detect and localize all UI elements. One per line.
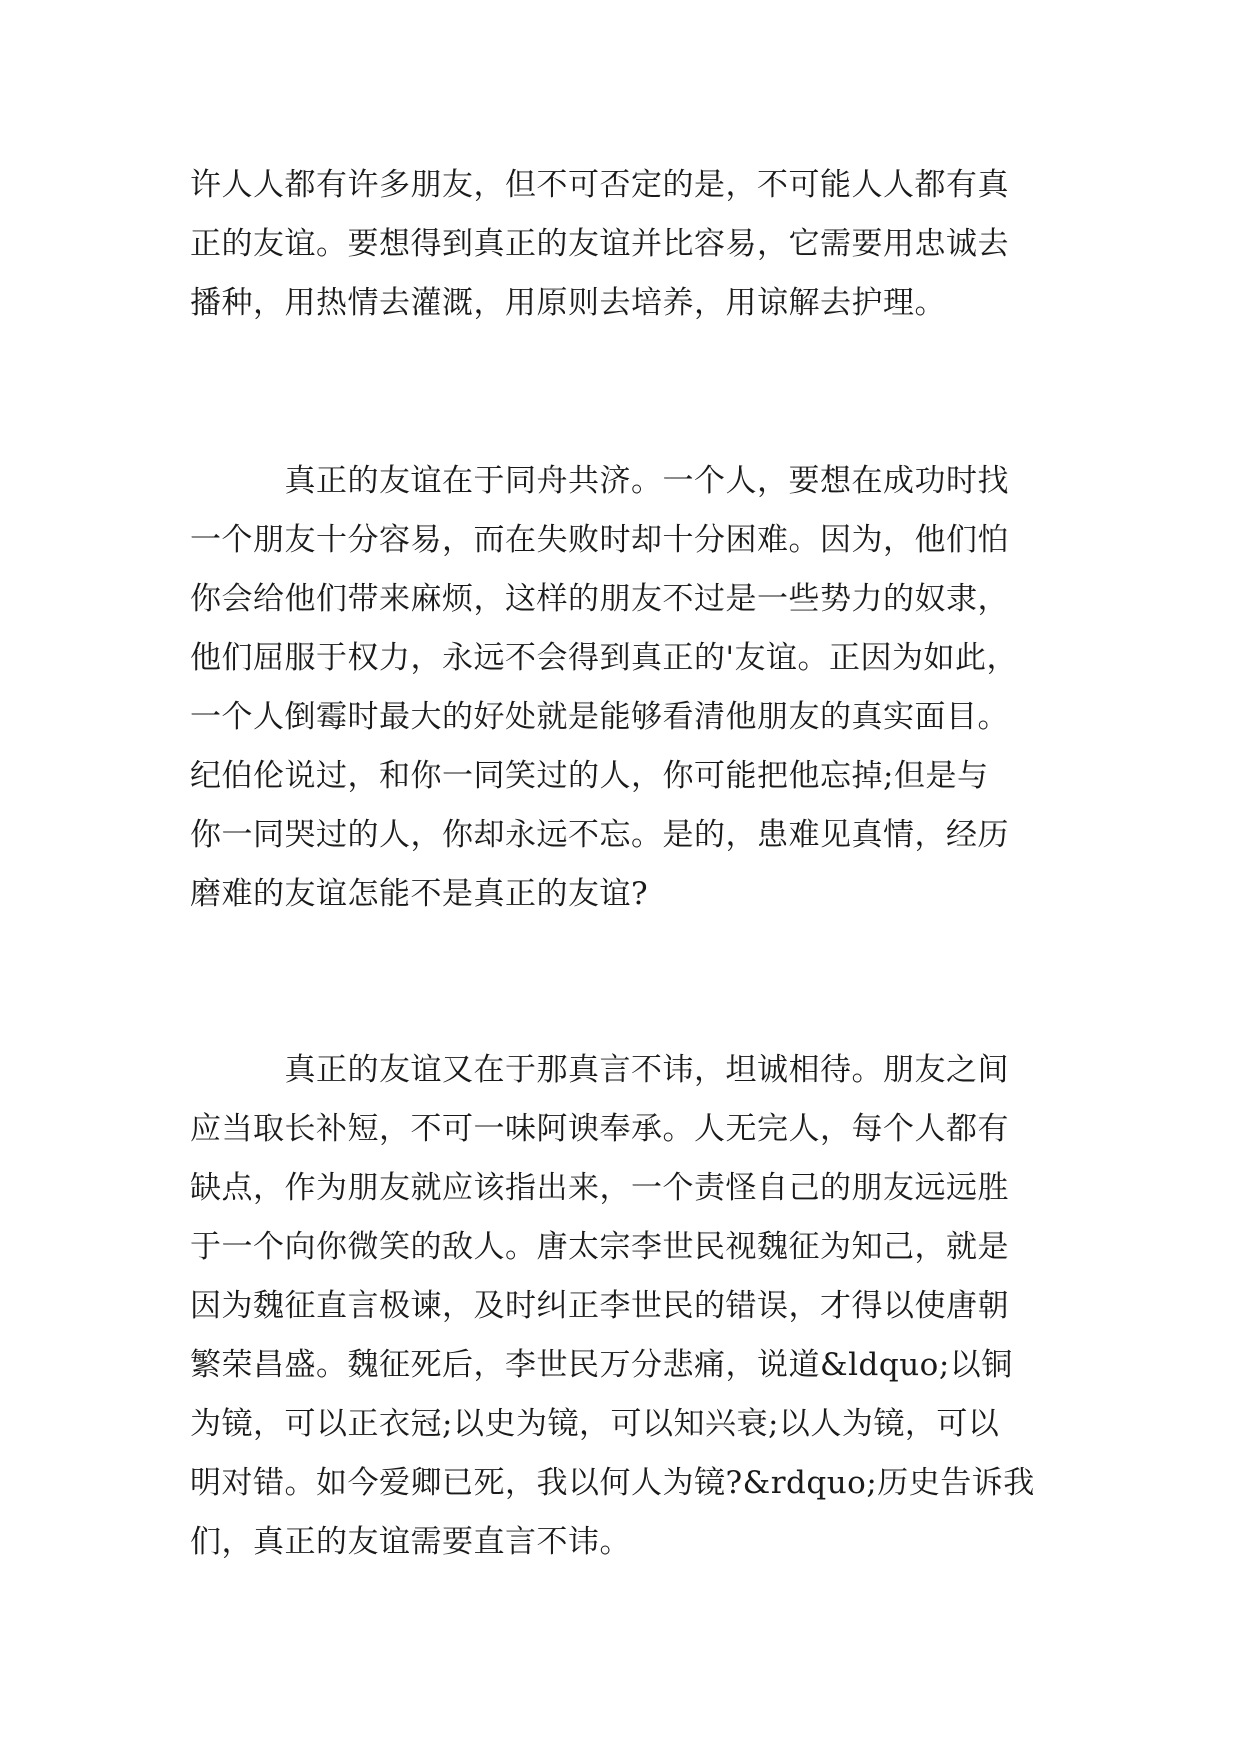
text-line: 于一个向你微笑的敌人。唐太宗李世民视魏征为知己，就是 [190, 1229, 1009, 1265]
text-line: 们，真正的友谊需要直言不讳。 [190, 1524, 631, 1560]
text-line: 你会给他们带来麻烦，这样的朋友不过是一些势力的奴隶， [190, 581, 1009, 617]
text-line: 他们屈服于权力，永远不会得到真正的'友谊。正因为如此， [190, 640, 1019, 676]
text-line: 正的友谊。要想得到真正的友谊并比容易，它需要用忠诚去 [190, 226, 1009, 262]
text-line: 你一同哭过的人，你却永远不忘。是的，患难见真情，经历 [190, 817, 1009, 853]
text-line: 真正的友谊又在于那真言不讳，坦诚相待。朋友之间 [190, 1052, 1009, 1088]
text-line: 许人人都有许多朋友，但不可否定的是，不可能人人都有真 [190, 167, 1009, 203]
text-line: 一个朋友十分容易，而在失败时却十分困难。因为，他们怕 [190, 522, 1009, 558]
text-line: 因为魏征直言极谏，及时纠正李世民的错误，才得以使唐朝 [190, 1288, 1009, 1324]
text-line: 明对错。如今爱卿已死，我以何人为镜?&rdquo;历史告诉我 [190, 1465, 1035, 1501]
text-line: 真正的友谊在于同舟共济。一个人，要想在成功时找 [190, 463, 1009, 499]
text-line: 播种，用热情去灌溉，用原则去培养，用谅解去护理。 [190, 285, 946, 321]
text-line: 繁荣昌盛。魏征死后，李世民万分悲痛，说道&ldquo;以铜 [190, 1347, 1013, 1383]
text-line: 纪伯伦说过，和你一同笑过的人，你可能把他忘掉;但是与 [190, 758, 989, 794]
text-line: 为镜，可以正衣冠;以史为镜，可以知兴衰;以人为镜，可以 [190, 1406, 1000, 1442]
text-line: 磨难的友谊怎能不是真正的友谊? [190, 876, 649, 912]
paragraph-3 [190, 1041, 1070, 1572]
text-line: 缺点，作为朋友就应该指出来，一个责怪自己的朋友远远胜 [190, 1170, 1009, 1206]
paragraph-2 [190, 452, 1070, 924]
text-line: 一个人倒霉时最大的好处就是能够看清他朋友的真实面目。 [190, 699, 1009, 735]
paragraph-1 [190, 156, 1070, 333]
text-line: 应当取长补短，不可一味阿谀奉承。人无完人，每个人都有 [190, 1111, 1009, 1147]
